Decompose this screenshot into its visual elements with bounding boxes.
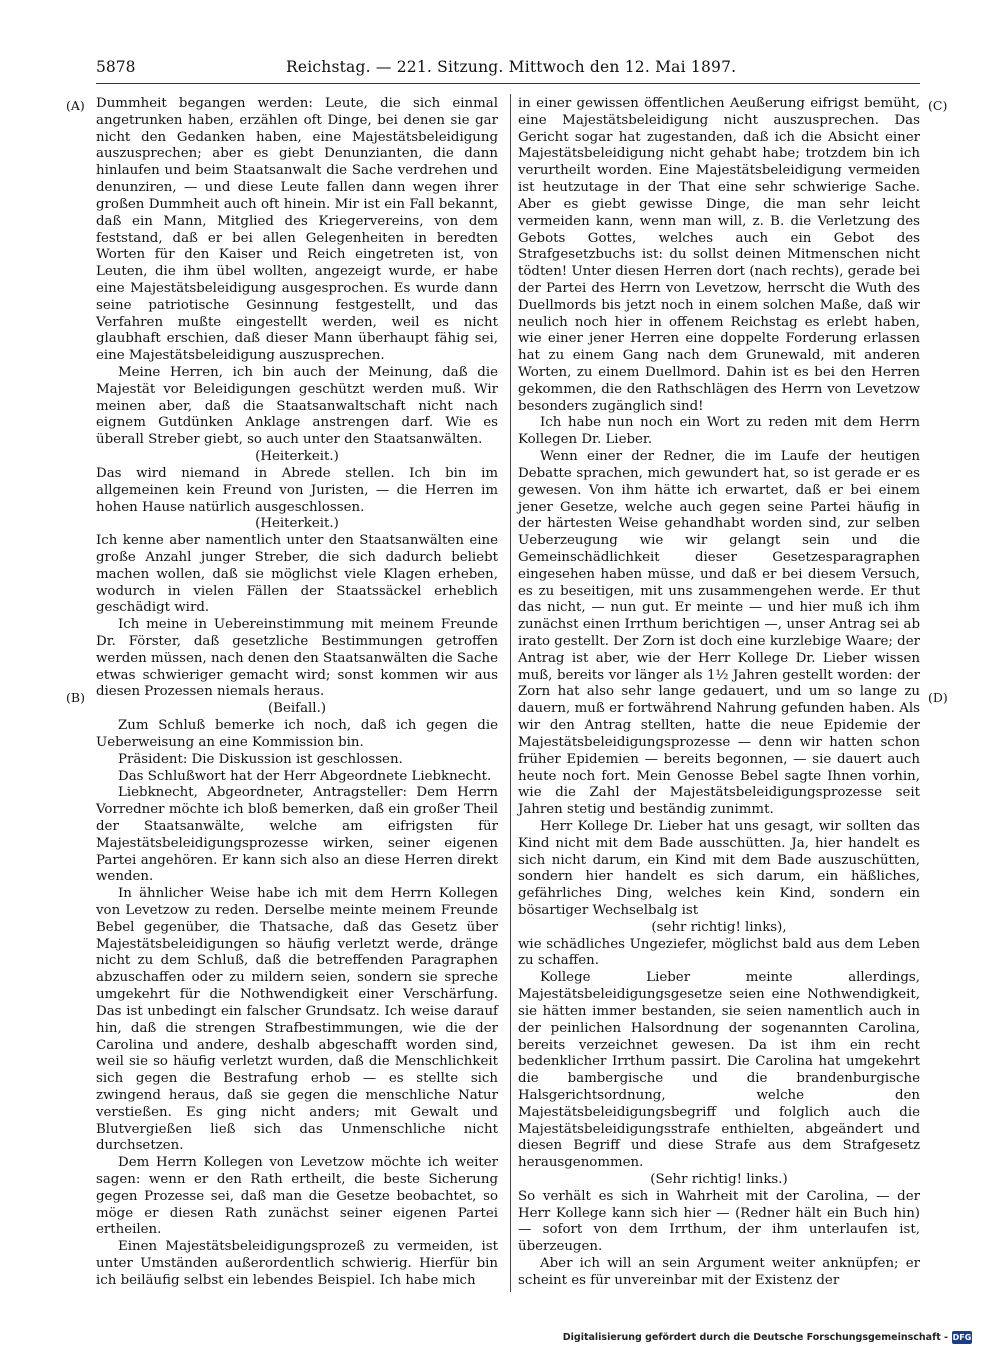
dfg-logo-icon: DFG	[952, 1333, 972, 1342]
paragraph: Kollege Lieber meinte allerdings, Majestätsbeleidigungsgesetze seien eine Nothwendigkeit, sie hätten immer bestanden, sie seien namentlich auch in der peinlichen Halsordnung der sogenannten Carolina, bereits verzeichnet gewesen. Da ist ihm ein recht bedenklicher Irrthum passirt. Die Carolina hat umgekehrt die bambergische und die brandenburgische Halsgerichtsordnung, welche den Majestätsbeleidigungsbegriff und folglich auch die Majestätsbeleidigungsstrafe enthielten, abgeändert und diesen Begriff und diese Strafe aus dem Strafgesetz herausgenommen.	[518, 970, 920, 1171]
header-rule	[96, 83, 920, 84]
interjection: (Heiterkeit.)	[255, 449, 339, 465]
margin-marker-b: (B)	[66, 690, 85, 705]
margin-marker-a: (A)	[66, 98, 85, 113]
running-title: Reichstag. — 221. Sitzung. Mittwoch den 12. Mai 1897.	[286, 58, 737, 76]
paragraph: Ich meine in Uebereinstimmung mit meinem Freunde Dr. Förster, daß gesetzliche Bestimmungen getroffen werden müssen, nach denen den Staatsanwälten die Sache etwas schwieriger gemacht wird; sonst kommen wir aus diesen Prozessen niemals heraus.	[96, 617, 498, 700]
paragraph: Herr Kollege Dr. Lieber hat uns gesagt, wir sollten das Kind nicht mit dem Bade ausschütten. Ja, hier handelt es sich nicht darum, ein Kind mit dem Bade auszuschütten, sondern hier handelt es sich darum, ein häßliches, gefährliches Ding, welches kein Kind, sondern ein bösartiger Wechselbalg ist	[518, 818, 920, 918]
margin-marker-d: (D)	[928, 690, 948, 705]
paragraph: Dummheit begangen werden: Leute, die sich einmal angetrunken haben, erzählen oft Dinge, bei denen sie gar nicht den Gedanken haben, eine Majestätsbeleidigung auszusprechen; aber es giebt Denunzianten, die dann hinlaufen und beim Staatsanwalt die Sache verdrehen und denunziren, — und diese Leute fallen dann wegen ihrer großen Dummheit auch oft hinein. Mir ist ein Fall bekannt, daß ein Mann, Mitglied des Kriegervereins, von dem feststand, daß er bei allen Gelegenheiten in beredten Worten für den Kaiser und Reich eingetreten ist, von Leuten, die ihm übel wollten, angezeigt wurde, er habe eine Majestätsbeleidigung ausgesprochen. Es wurde dann seine patriotische Gesinnung festgestellt, und das Verfahren mußte eingestellt werden, weil es nicht glaubhaft erschien, daß dieser Mann überhaupt fähig sei, eine Majestätsbeleidigung auszusprechen.	[96, 96, 498, 364]
column-divider	[510, 94, 511, 1292]
paragraph: Wenn einer der Redner, die im Laufe der heutigen Debatte sprachen, mich gewundert hat, so ist gerade er es gewesen. Von ihm hätte ich erwartet, daß er bei einem jener Gesetze, welche auch gegen seine Partei häufig in der härtesten Weise gehandhabt worden sind, zur selben Ueberzeugung wie wir gelangt sein und die Gemeinschädlichkeit dieser Gesetzesparagraphen eingesehen haben müsse, und daß er bei diesem Versuch, es zu beseitigen, mit uns zusammengehen werde. Er thut das nicht, — nun gut. Er meinte — und hier muß ich ihm zunächst einen Irrthum berichtigen —, unser Antrag sei ab irato gestellt. Der Zorn ist doch eine kurzlebige Waare; der Antrag ist aber, wie der Herr Kollege Dr. Lieber wissen muß, bereits vor länger als 1½ Jahren gestellt worden: der Zorn hat also sehr lange gedauert, und um so lange zu dauern, muß er fortwährend Nahrung gefunden haben. Als wir den Antrag stellten, hatte die neue Epidemie der Majestätsbeleidigungsprozesse — denn wir hatten schon früher Epidemien — bereits begonnen, — sie dauert auch heute noch fort. Mein Genosse Bebel sagte Ihnen vorhin, wie die Zahl der Majestätsbeleidigungsprozesse seit Jahren stetig und beständig zunimmt.	[518, 449, 920, 818]
interjection: (Beifall.)	[267, 701, 327, 717]
credit-text: Digitalisierung gefördert durch die Deutsche Forschungsgemeinschaft -	[562, 1332, 948, 1343]
speaker-statement: Präsident: Die Diskussion ist geschlossen.	[118, 751, 403, 767]
paragraph: Ich habe nun noch ein Wort zu reden mit dem Herrn Kollegen Dr. Lieber.	[518, 415, 920, 448]
margin-marker-c: (C)	[928, 98, 948, 113]
speaker-statement: Liebknecht, Abgeordneter, Antragsteller: Dem Herrn Vorredner möchte ich bloß bemerken, daß ein großer Theil der Staatsanwälte, welche am eifrigsten für Majestätsbeleidigungsprozesse wirken, seiner eigenen Partei angehören. Er kann sich also an diese Herren direkt wenden.	[96, 785, 498, 885]
paragraph: in einer gewissen öffentlichen Aeußerung eifrigst bemüht, eine Majestätsbeleidigung nicht auszusprechen. Das Gericht sogar hat zugestanden, daß ich die Absicht einer Majestätsbeleidigung nicht gehabt habe; trotzdem bin ich verurtheilt worden. Eine Majestätsbeleidigung vermeiden ist heutzutage in der That eine sehr schwierige Sache. Aber es giebt gewisse Dinge, die man sehr leicht vermeiden kann, wenn man will, z. B. die Verletzung des Gebots Gottes, welches auch ein Gebot des Strafgesetzbuchs ist: du sollst deinen Mitmenschen nicht tödten! Unter diesen Herren dort (nach rechts), gerade bei der Partei des Herrn von Levetzow, herrscht die Wuth des Duellmords bis jetzt noch in einem solchen Maße, daß wir neulich noch hier in offenem Reichstag es erlebt haben, wie einer jener Herren eine doppelte Forderung erlassen hat zu einem Gang nach dem Grunewald, mit anderen Worten, zu einem Duellmord. Dahin ist es bei den Herren gekommen, die den Rathschlägen des Herrn von Levetzow besonders zugänglich sind!	[518, 96, 920, 414]
paragraph: Das Schlußwort hat der Herr Abgeordnete Liebknecht.	[118, 768, 492, 784]
page-header	[96, 58, 920, 82]
paragraph: In ähnlicher Weise habe ich mit dem Herrn Kollegen von Levetzow zu reden. Derselbe meinte meinem Freunde Bebel gegenüber, die Thatsache, daß das Gesetz über Majestätsbeleidigungen so häufig verletzt werde, dränge nicht zu dem Schluß, daß die betreffenden Paragraphen abzuschaffen oder zu mildern seien, sondern sie spreche umgekehrt für die Nothwendigkeit einer Verschärfung. Das ist unbedingt ein falscher Grundsatz. Ich weise darauf hin, daß die strengen Strafbestimmungen, wie die der Carolina und andere, deshalb abgeschafft worden sind, weil sie so häufig verletzt wurden, daß die Menschlichkeit sich gegen die Bestrafung erhob — es stellte sich zwingend heraus, daß sie gegen die menschliche Natur verstießen. Es ging nicht anders; mit Gewalt und Blutvergießen ließ sich das Unmenschliche nicht durchsetzen.	[96, 886, 498, 1154]
paragraph: So verhält es sich in Wahrheit mit der Carolina, — der Herr Kollege kann sich hier — (Redner hält ein Buch hin) — sofort von dem Irrthum, der ihm unterlaufen ist, überzeugen.	[518, 1188, 920, 1255]
paragraph: Zum Schluß bemerke ich noch, daß ich gegen die Ueberweisung an eine Kommission bin.	[96, 718, 498, 750]
paragraph: Dem Herrn Kollegen von Levetzow möchte ich weiter sagen: wenn er den Rath ertheilt, die beste Sicherung gegen Prozesse sei, daß man die Gesetze beobachtet, so möge er diesen Rath zunächst seiner eigenen Partei ertheilen.	[96, 1155, 498, 1238]
right-column	[518, 96, 920, 1290]
interjection: (Heiterkeit.)	[255, 516, 339, 532]
interjection: (Sehr richtig! links.)	[650, 1172, 788, 1187]
left-column	[96, 96, 498, 1290]
paragraph: Aber ich will an sein Argument weiter anknüpfen; er scheint es für unvereinbar mit der Existenz der	[518, 1256, 920, 1288]
interjection: (sehr richtig! links),	[651, 919, 787, 935]
paragraph: Meine Herren, ich bin auch der Meinung, daß die Majestät vor Beleidigungen geschützt werden muß. Wir meinen aber, daß die Staatsanwaltschaft nicht nach eignem Gutdünken Anklage anstrengen darf. Wie es überall Streber giebt, so auch unter den Staatsanwälten.	[96, 365, 498, 448]
digitization-credit	[563, 1331, 972, 1344]
paragraph: Einen Majestätsbeleidigungsprozeß zu vermeiden, ist unter Umständen außerordentlich schwierig. Hierfür bin ich beiläufig selbst ein lebendes Beispiel. Ich habe mich	[96, 1239, 498, 1288]
paragraph: wie schädliches Ungeziefer, möglichst bald aus dem Leben zu schaffen.	[518, 936, 920, 969]
paragraph: Das wird niemand in Abrede stellen. Ich bin im allgemeinen kein Freund von Juristen, — die Herren im hohen Hause natürlich ausgeschlossen.	[96, 465, 498, 515]
page-number: 5878	[96, 58, 136, 76]
paragraph: Ich kenne aber namentlich unter den Staatsanwälten eine große Anzahl junger Streber, die sich dadurch beliebt machen wollen, daß sie möglichst viele Klagen erheben, wodurch in vielen Fällen der Staatssäckel erheblich geschädigt wird.	[96, 533, 498, 616]
